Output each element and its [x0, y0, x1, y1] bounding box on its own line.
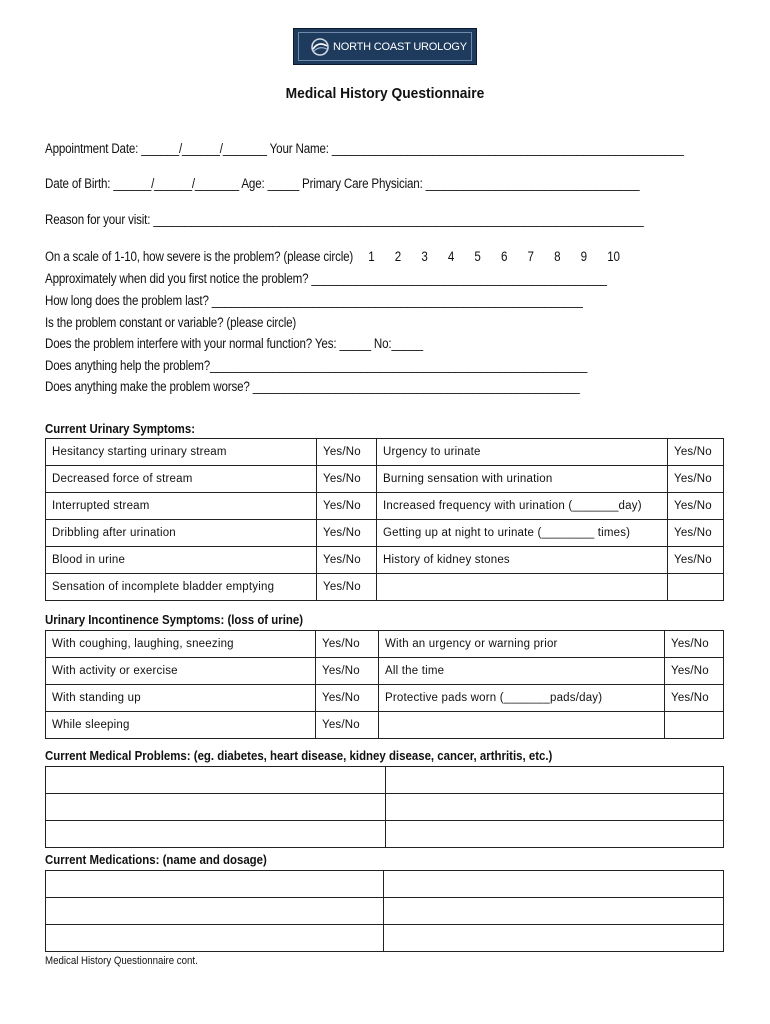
first-notice-line[interactable]: Approximately when did you first notice the problem? _______________________________________________ [45, 271, 607, 286]
table-row [46, 821, 724, 848]
symptom-label: Sensation of incomplete bladder emptying [46, 574, 317, 601]
reason-visit-line[interactable]: Reason for your visit: ______________________________________________________________________________ [45, 212, 644, 227]
entry-cell[interactable] [46, 871, 384, 898]
scale-option[interactable]: 6 [500, 249, 508, 264]
entry-cell[interactable] [386, 821, 724, 848]
table-row [46, 631, 724, 658]
symptom-label: Burning sensation with urination [377, 466, 668, 493]
yes-no-option[interactable]: Yes/No [668, 439, 724, 466]
yes-no-option[interactable]: Yes/No [668, 520, 724, 547]
table-row [46, 925, 724, 952]
how-long-line[interactable]: How long does the problem last? ___________________________________________________________ [45, 293, 583, 308]
logo-text: NORTH COAST UROLOGY [333, 40, 467, 53]
symptom-label: With standing up [46, 685, 316, 712]
table-row [46, 898, 724, 925]
scale-option[interactable]: 7 [527, 249, 534, 264]
scale-option[interactable]: 4 [447, 249, 455, 264]
yes-no-option[interactable]: Yes/No [665, 685, 724, 712]
table-row [46, 493, 724, 520]
entry-cell[interactable] [384, 898, 724, 925]
scale-option[interactable]: 2 [394, 249, 402, 264]
scale-option[interactable]: 3 [421, 249, 428, 264]
interfere-line[interactable]: Does the problem interfere with your normal function? Yes: _____ No:_____ [45, 336, 423, 351]
entry-cell[interactable] [384, 871, 724, 898]
scale-option[interactable]: 10 [607, 249, 620, 264]
yes-no-option[interactable]: Yes/No [317, 574, 377, 601]
yes-no-option[interactable]: Yes/No [668, 466, 724, 493]
entry-cell[interactable] [46, 794, 386, 821]
scale-option[interactable]: 1 [368, 249, 375, 264]
yes-no-option[interactable]: Yes/No [317, 439, 377, 466]
constant-variable-line[interactable]: Is the problem constant or variable? (please circle) [45, 315, 297, 330]
entry-cell[interactable] [46, 898, 384, 925]
table-row [46, 574, 724, 601]
symptom-label: Hesitancy starting urinary stream [46, 439, 317, 466]
table-row [46, 685, 724, 712]
symptom-label: Interrupted stream [46, 493, 317, 520]
help-line[interactable]: Does anything help the problem?____________________________________________________________ [45, 358, 588, 373]
yes-no-option[interactable]: Yes/No [668, 493, 724, 520]
page-footer: Medical History Questionnaire cont. [45, 955, 198, 967]
table-row [46, 794, 724, 821]
yes-no-option[interactable]: Yes/No [316, 631, 379, 658]
medications-table [45, 870, 724, 952]
symptom-label: Getting up at night to urinate (________ times) [377, 520, 668, 547]
medical-problems-heading: Current Medical Problems: (eg. diabetes, heart disease, kidney disease, cancer, arthritis, etc.) [45, 748, 553, 763]
symptom-label: History of kidney stones [377, 547, 668, 574]
scale-option[interactable]: 5 [474, 249, 481, 264]
yes-no-option[interactable]: Yes/No [665, 631, 724, 658]
appointment-name-line[interactable]: Appointment Date: ______/______/_______ Your Name: ________________________________________________________ [45, 141, 684, 156]
incontinence-table [45, 630, 724, 739]
entry-cell[interactable] [46, 925, 384, 952]
medications-heading: Current Medications: (name and dosage) [45, 852, 267, 867]
severity-question: On a scale of 1-10, how severe is the problem? (please circle) [45, 249, 354, 264]
symptom-label: While sleeping [46, 712, 316, 739]
yes-no-option[interactable]: Yes/No [665, 658, 724, 685]
urinary-symptoms-heading: Current Urinary Symptoms: [45, 421, 196, 436]
symptom-label: Urgency to urinate [377, 439, 668, 466]
symptom-label: Blood in urine [46, 547, 317, 574]
symptom-label: All the time [379, 658, 665, 685]
yes-no-option[interactable]: Yes/No [317, 493, 377, 520]
yes-no-option[interactable] [665, 712, 724, 739]
dob-age-physician-line[interactable]: Date of Birth: ______/______/_______ Age: _____ Primary Care Physician: __________________________________ [45, 176, 640, 191]
table-row [46, 712, 724, 739]
symptom-label [377, 574, 668, 601]
symptom-label: Protective pads worn (_______pads/day) [379, 685, 665, 712]
scale-option[interactable]: 8 [554, 249, 561, 264]
entry-cell[interactable] [386, 767, 724, 794]
symptom-label: With an urgency or warning prior [379, 631, 665, 658]
table-row [46, 466, 724, 493]
symptom-label [379, 712, 665, 739]
urinary-symptoms-table [45, 438, 724, 601]
entry-cell[interactable] [386, 794, 724, 821]
table-row [46, 658, 724, 685]
symptom-label: With coughing, laughing, sneezing [46, 631, 316, 658]
table-row [46, 547, 724, 574]
worse-line[interactable]: Does anything make the problem worse? ____________________________________________________ [45, 379, 580, 394]
table-row [46, 767, 724, 794]
yes-no-option[interactable]: Yes/No [317, 466, 377, 493]
yes-no-option[interactable]: Yes/No [316, 658, 379, 685]
table-row [46, 439, 724, 466]
swoosh-logo-icon [309, 37, 331, 57]
scale-option[interactable]: 9 [580, 249, 587, 264]
yes-no-option[interactable]: Yes/No [317, 547, 377, 574]
medical-problems-table [45, 766, 724, 848]
entry-cell[interactable] [46, 821, 386, 848]
clinic-logo [293, 28, 477, 65]
severity-scale-line [45, 249, 620, 264]
symptom-label: With activity or exercise [46, 658, 316, 685]
yes-no-option[interactable]: Yes/No [317, 520, 377, 547]
symptom-label: Increased frequency with urination (_______day) [377, 493, 668, 520]
symptom-label: Decreased force of stream [46, 466, 317, 493]
yes-no-option[interactable]: Yes/No [668, 547, 724, 574]
incontinence-heading: Urinary Incontinence Symptoms: (loss of urine) [45, 612, 304, 627]
entry-cell[interactable] [46, 767, 386, 794]
symptom-label: Dribbling after urination [46, 520, 317, 547]
table-row [46, 871, 724, 898]
yes-no-option[interactable]: Yes/No [316, 685, 379, 712]
table-row [46, 520, 724, 547]
yes-no-option[interactable]: Yes/No [316, 712, 379, 739]
entry-cell[interactable] [384, 925, 724, 952]
yes-no-option[interactable] [668, 574, 724, 601]
page-title: Medical History Questionnaire [285, 85, 485, 102]
